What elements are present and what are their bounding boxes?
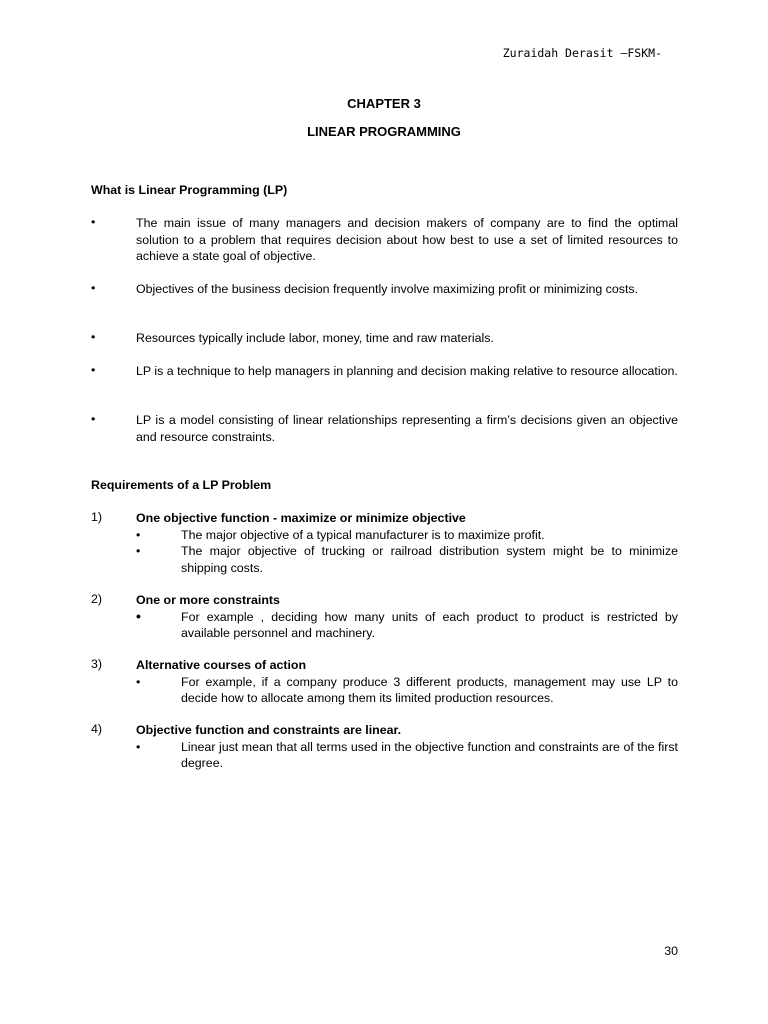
intro-bullet-text: The main issue of many managers and decision makers of company are to find the optimal solution to a problem that requires decision about how best to use a set of limited resources to achieve a state goal of objective.	[136, 216, 678, 264]
requirement-title: One objective function - maximize or minimize objective	[136, 511, 466, 525]
bullet-dot: •	[91, 412, 96, 426]
intro-bullet-text: Objectives of the business decision frequently involve maximizing profit or minimizing costs.	[136, 282, 639, 296]
chapter-number: CHAPTER 3	[347, 96, 421, 111]
sub-bullet-dot: •	[136, 527, 141, 542]
requirement-sub-item	[91, 739, 678, 772]
chapter-title: LINEAR PROGRAMMING	[307, 124, 461, 139]
sub-item-text: The major objective of a typical manufacturer is to maximize profit.	[181, 527, 545, 542]
requirement-sub-item	[91, 609, 678, 642]
requirement-number: 4)	[91, 722, 103, 736]
sub-bullet-dot: •	[136, 674, 141, 689]
requirement-number: 2)	[91, 592, 103, 606]
intro-bullet-text: LP is a model consisting of linear relationships representing a firm’s decisions given an objective and resource constraints.	[136, 413, 678, 444]
bullet-dot: •	[91, 215, 96, 229]
sub-bullet-dot: •	[136, 739, 141, 754]
bullet-dot: •	[91, 330, 96, 344]
requirement-title: Objective function and constraints are linear.	[136, 723, 402, 737]
requirement-title: One or more constraints	[136, 593, 280, 607]
bullet-dot: •	[91, 363, 96, 377]
sub-item-text: Linear just mean that all terms used in the objective function and constraints are of the first degree.	[181, 739, 678, 771]
intro-bullet-4	[91, 363, 678, 380]
sub-bullet-dot: •	[136, 544, 141, 559]
requirement-sub-item	[91, 527, 678, 544]
intro-bullet-5	[91, 412, 678, 445]
requirement-4	[91, 722, 678, 772]
requirement-2	[91, 592, 678, 642]
sub-item-text: The major objective of trucking or railroad distribution system might be to minimize shipping costs.	[181, 544, 678, 575]
sub-bullet-dot: •	[136, 607, 141, 624]
intro-bullet-2	[91, 281, 678, 298]
intro-bullet-1	[91, 215, 678, 265]
page-number: 30	[664, 944, 678, 958]
intro-bullet-text: Resources typically include labor, money, time and raw materials.	[136, 331, 494, 345]
requirement-sub-item	[91, 674, 678, 707]
sub-item-text: For example , deciding how many units of each product to product is restricted by available personnel and machinery.	[181, 609, 678, 641]
requirement-1	[91, 510, 678, 576]
requirement-3	[91, 657, 678, 707]
intro-bullet-3	[91, 330, 678, 347]
intro-heading: What is Linear Programming (LP)	[91, 183, 288, 197]
requirement-title: Alternative courses of action	[136, 658, 307, 672]
requirement-number: 1)	[91, 510, 103, 524]
intro-bullet-text: LP is a technique to help managers in planning and decision making relative to resource allocation.	[136, 364, 678, 378]
header-author: Zuraidah Derasit –FSKM-	[502, 46, 662, 60]
requirement-number: 3)	[91, 657, 103, 671]
sub-item-text: For example, if a company produce 3 different products, management may use LP to decide how to allocate among them its limited production resources.	[181, 674, 678, 706]
requirement-sub-item	[91, 543, 678, 576]
bullet-dot: •	[91, 281, 96, 295]
requirements-heading: Requirements of a LP Problem	[91, 478, 272, 492]
